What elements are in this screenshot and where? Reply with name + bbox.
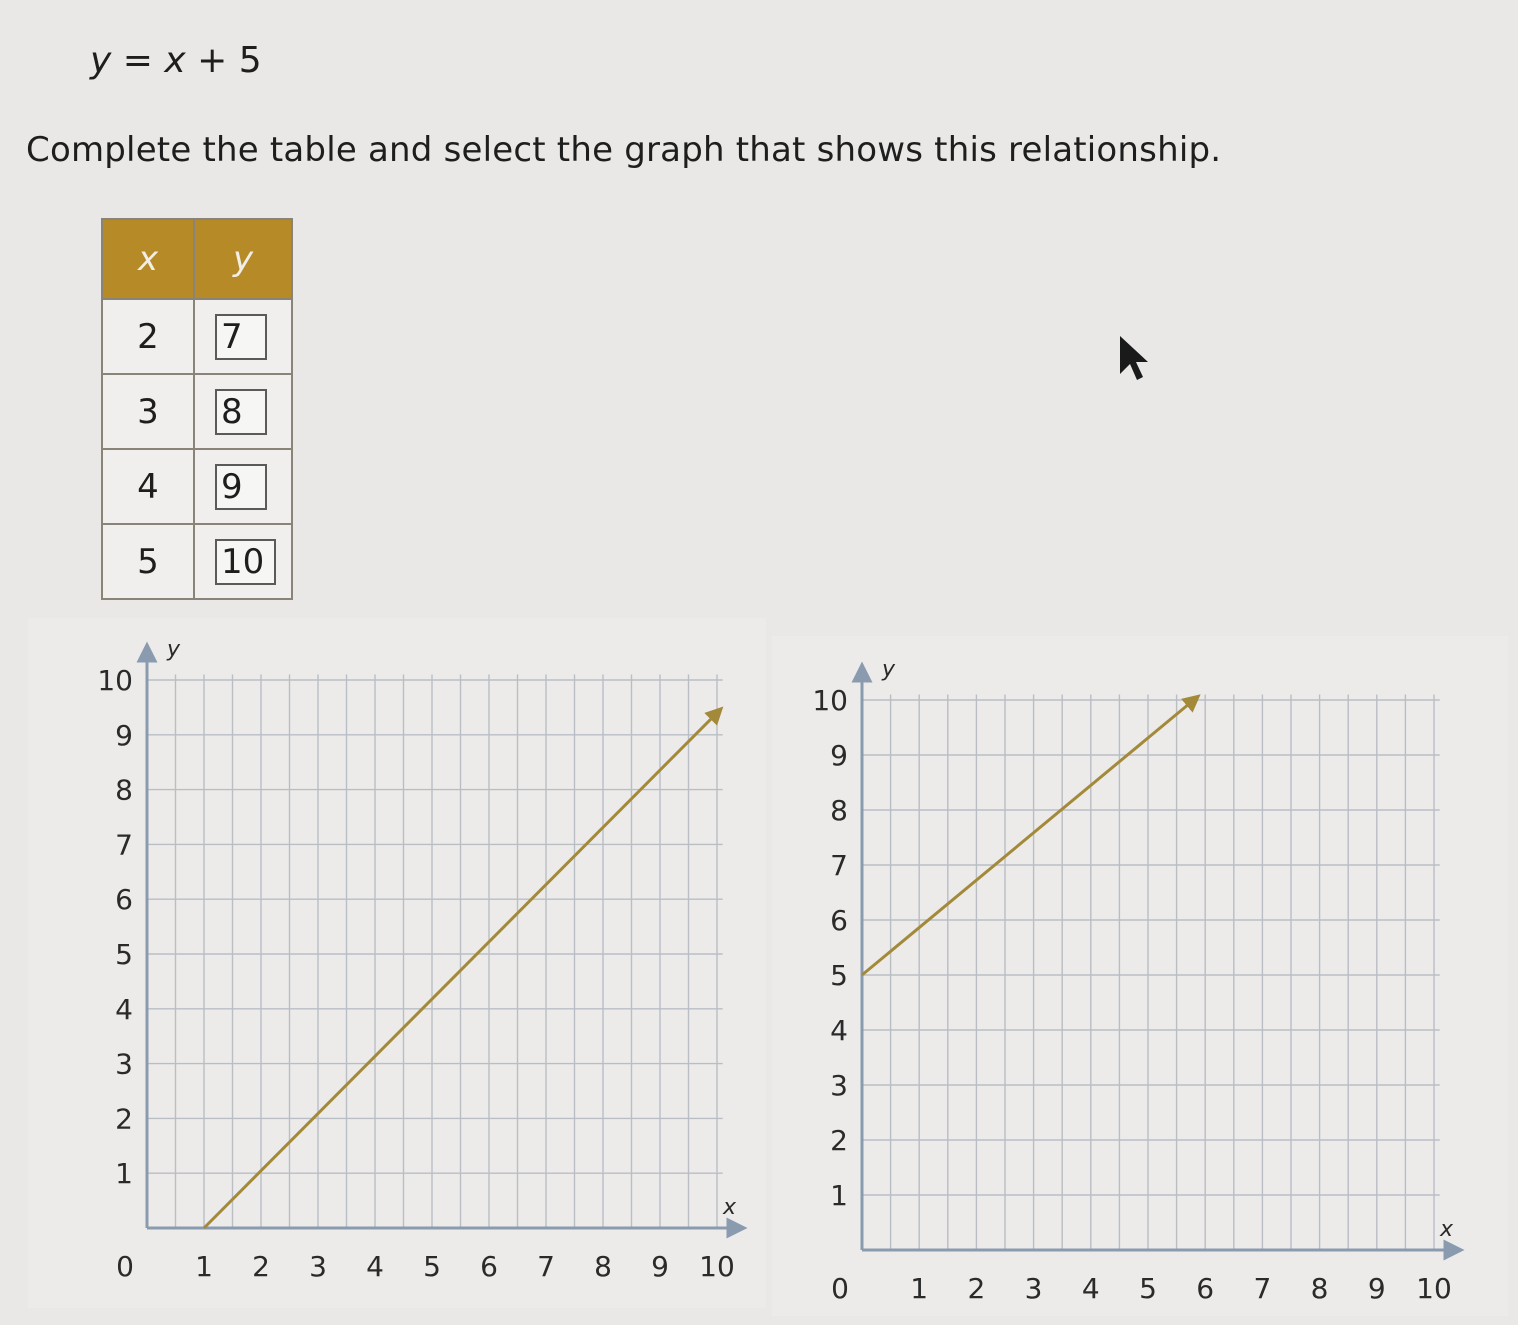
cell-x: 3 bbox=[102, 374, 194, 449]
y-tick-label: 3 bbox=[830, 1069, 848, 1102]
series-line bbox=[862, 700, 1194, 975]
answer-input-y[interactable]: 7 bbox=[215, 314, 267, 360]
x-tick-label: 1 bbox=[195, 1250, 213, 1283]
x-tick-label: 9 bbox=[1367, 1272, 1386, 1305]
x-tick-label: 0 bbox=[831, 1272, 849, 1305]
header-y: y bbox=[194, 219, 292, 299]
x-tick-label: 1 bbox=[910, 1272, 929, 1305]
x-tick-label: 3 bbox=[309, 1250, 327, 1283]
y-tick-label: 5 bbox=[115, 938, 133, 971]
x-tick-label: 5 bbox=[423, 1250, 441, 1283]
y-tick-label: 2 bbox=[115, 1102, 133, 1136]
y-tick-label: 7 bbox=[115, 828, 133, 862]
answer-input-y[interactable]: 8 bbox=[215, 389, 267, 435]
y-tick-label: 1 bbox=[115, 1157, 133, 1191]
answer-input-y[interactable]: 9 bbox=[215, 464, 267, 510]
y-axis-label: y bbox=[882, 657, 896, 682]
x-tick-label: 4 bbox=[366, 1250, 384, 1283]
y-tick-label: 8 bbox=[830, 794, 848, 827]
x-tick-label: 2 bbox=[967, 1272, 986, 1305]
y-tick-label: 3 bbox=[115, 1047, 133, 1081]
y-tick-label: 9 bbox=[115, 718, 133, 752]
graph-option-1[interactable] bbox=[97, 637, 737, 1283]
equation-rhs: + 5 bbox=[197, 40, 262, 81]
x-tick-label: 0 bbox=[116, 1250, 134, 1283]
x-tick-label: 8 bbox=[594, 1250, 612, 1283]
x-tick-label: 2 bbox=[252, 1250, 270, 1283]
y-tick-label: 6 bbox=[115, 883, 133, 917]
x-tick-label: 3 bbox=[1024, 1272, 1043, 1305]
x-tick-label: 7 bbox=[1253, 1272, 1272, 1305]
equation-lhs: y bbox=[90, 40, 112, 81]
cell-x: 4 bbox=[102, 449, 194, 524]
x-tick-label: 9 bbox=[651, 1250, 669, 1283]
y-tick-label: 2 bbox=[830, 1124, 848, 1157]
y-tick-label: 1 bbox=[830, 1179, 848, 1212]
x-tick-label: 7 bbox=[537, 1250, 555, 1283]
y-tick-label: 10 bbox=[97, 664, 133, 697]
mouse-cursor-icon bbox=[1118, 334, 1148, 382]
y-tick-label: 4 bbox=[830, 1014, 848, 1047]
y-tick-label: 5 bbox=[830, 959, 848, 992]
x-tick-label: 10 bbox=[1416, 1272, 1452, 1305]
x-axis-label: x bbox=[1440, 1217, 1454, 1242]
y-tick-label: 9 bbox=[830, 739, 848, 772]
y-tick-label: 8 bbox=[115, 773, 133, 807]
graph-option-2[interactable] bbox=[812, 657, 1454, 1305]
cell-x: 2 bbox=[102, 299, 194, 374]
equation-equals: = bbox=[122, 40, 153, 81]
answer-input-y[interactable]: 10 bbox=[215, 539, 276, 585]
y-axis-label: y bbox=[167, 637, 181, 662]
cell-x: 5 bbox=[102, 524, 194, 599]
x-tick-label: 6 bbox=[1196, 1272, 1215, 1305]
x-tick-label: 8 bbox=[1310, 1272, 1329, 1305]
x-tick-label: 5 bbox=[1139, 1272, 1157, 1305]
y-tick-label: 7 bbox=[830, 849, 848, 882]
instruction-text: Complete the table and select the graph that shows this relationship. bbox=[26, 130, 1222, 170]
x-axis-label: x bbox=[723, 1195, 737, 1220]
x-tick-label: 6 bbox=[480, 1250, 498, 1283]
y-tick-label: 10 bbox=[812, 684, 848, 717]
x-tick-label: 4 bbox=[1081, 1272, 1100, 1305]
y-tick-label: 4 bbox=[115, 992, 133, 1026]
equation-var: x bbox=[164, 40, 186, 81]
header-x: x bbox=[102, 219, 194, 299]
x-tick-label: 10 bbox=[699, 1250, 735, 1283]
y-tick-label: 6 bbox=[830, 904, 848, 937]
